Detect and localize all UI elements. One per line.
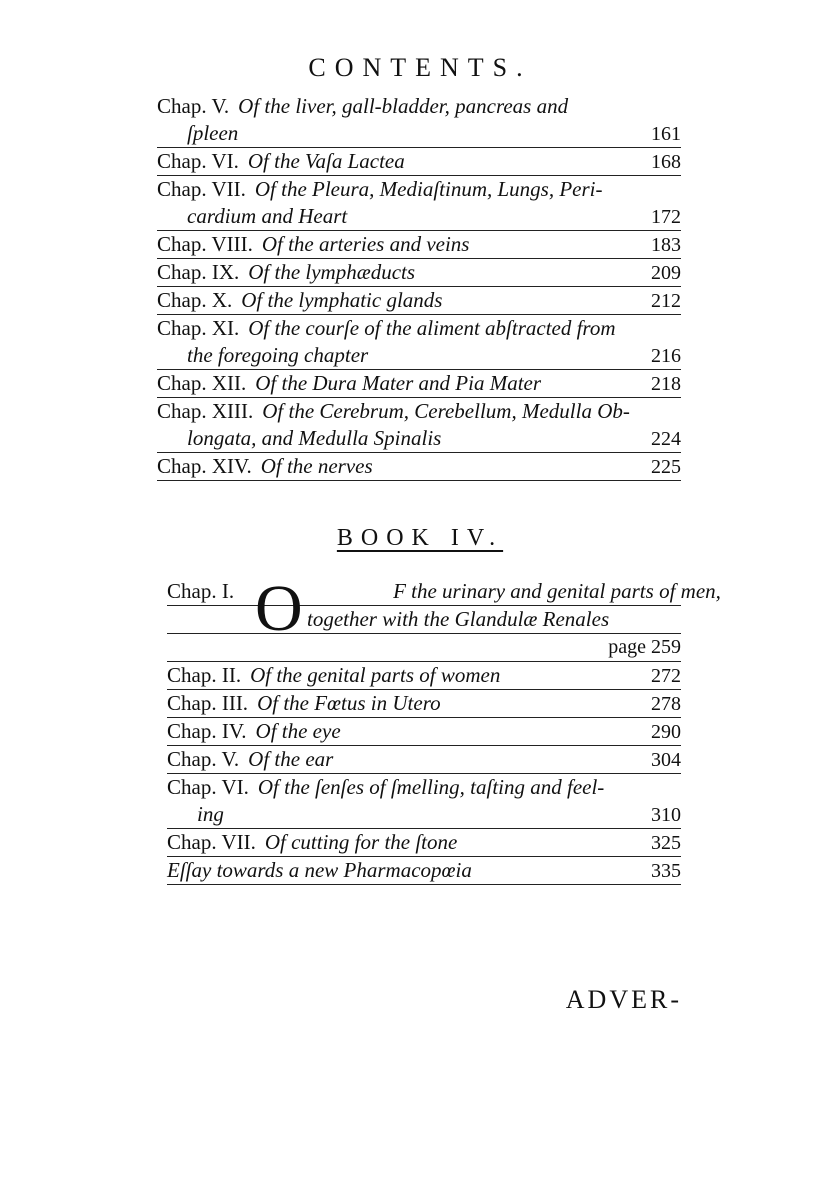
catchword: ADVER- xyxy=(565,985,682,1014)
contents-entry xyxy=(157,259,681,287)
chapter-title: Of the ear xyxy=(248,747,334,771)
contents-entry xyxy=(157,176,681,231)
chapter-title: Of the eye xyxy=(255,719,341,743)
contents-list-2 xyxy=(167,572,721,885)
contents-entry xyxy=(157,370,681,398)
chapter-title: Of the Fœtus in Utero xyxy=(257,691,441,715)
page-number: 218 xyxy=(651,373,681,395)
chapter-title: ing xyxy=(197,802,224,826)
page-number: 225 xyxy=(651,456,681,478)
contents-entry-book4-chap1 xyxy=(167,572,721,662)
chapter-title: Of the arteries and veins xyxy=(261,232,470,256)
chapter-title: Of cutting for the ſtone xyxy=(264,830,458,854)
chapter-number: Chap. III. xyxy=(167,691,249,715)
chapter-number: Chap. X. xyxy=(157,288,233,312)
chapter-title: Of the lymphæducts xyxy=(248,260,416,284)
chapter-number: Chap. IV. xyxy=(167,719,247,743)
chapter-title: Eſſay towards a new Pharmacopœia xyxy=(167,858,472,882)
page-number: 304 xyxy=(651,749,681,771)
chapter-number: Chap. V. xyxy=(167,747,240,771)
chapter-number: Chap. VI. xyxy=(157,149,239,173)
contents-entry xyxy=(157,398,681,453)
chapter-title: ſpleen xyxy=(187,121,239,145)
chapter-number: Chap. VII. xyxy=(167,830,256,854)
page-number: 172 xyxy=(651,206,681,228)
page-number: 212 xyxy=(651,290,681,312)
chapter-number: Chap. XIV. xyxy=(157,454,252,478)
drop-cap: O xyxy=(255,572,303,645)
contents-entry xyxy=(167,662,681,690)
page-number: 216 xyxy=(651,345,681,367)
page-number: page 259 xyxy=(608,636,681,658)
contents-entry xyxy=(157,287,681,315)
chapter-number: Chap. XIII. xyxy=(157,399,254,423)
contents-heading: CONTENTS. xyxy=(308,53,532,82)
page-number: 209 xyxy=(651,262,681,284)
chapter-number: Chap. I. xyxy=(167,579,235,603)
chapter-title: F the urinary and genital parts of men, xyxy=(393,579,721,603)
chapter-number: Chap. VII. xyxy=(157,177,246,201)
chapter-title: Of the lymphatic glands xyxy=(241,288,443,312)
page-number: 224 xyxy=(651,428,681,450)
chapter-title: Of the Dura Mater and Pia Mater xyxy=(255,371,542,395)
page-number: 290 xyxy=(651,721,681,743)
page-number: 325 xyxy=(651,832,681,854)
chapter-title: Of the courſe of the aliment abſtracted from xyxy=(248,316,616,340)
contents-entry xyxy=(167,718,681,746)
chapter-number: Chap. IX. xyxy=(157,260,240,284)
page-number: 310 xyxy=(651,804,681,826)
book-heading: BOOK IV. xyxy=(336,525,504,551)
chapter-number: Chap. V. xyxy=(157,94,230,118)
chapter-title: Of the Cerebrum, Cerebellum, Medulla Ob- xyxy=(262,399,630,423)
chapter-number: Chap. II. xyxy=(167,663,242,687)
chapter-title: Of the nerves xyxy=(260,454,373,478)
contents-entry xyxy=(157,93,681,148)
chapter-number: Chap. XII. xyxy=(157,371,247,395)
contents-entry xyxy=(167,829,681,857)
chapter-title: longata, and Medulla Spinalis xyxy=(187,426,442,450)
chapter-number: Chap. XI. xyxy=(157,316,240,340)
contents-entry xyxy=(167,690,681,718)
page-number: 161 xyxy=(651,123,681,145)
chapter-number: Chap. VI. xyxy=(167,775,249,799)
chapter-number: Chap. VIII. xyxy=(157,232,253,256)
contents-entry xyxy=(167,774,681,829)
contents-list-2-rest xyxy=(167,662,681,885)
contents-entry xyxy=(157,315,681,370)
chapter-title: Of the Pleura, Mediaſtinum, Lungs, Peri- xyxy=(254,177,603,201)
contents-entry xyxy=(167,746,681,774)
chapter-title: Of the liver, gall-bladder, pancreas and xyxy=(238,94,569,118)
contents-entry xyxy=(167,857,681,885)
contents-entry xyxy=(157,148,681,176)
chapter-title: Of the ſenſes of ſmelling, taſting and feel- xyxy=(257,775,605,799)
chapter-title: Of the genital parts of women xyxy=(250,663,501,687)
chapter-title: Of the Vaſa Lactea xyxy=(247,149,405,173)
contents-list-1 xyxy=(157,93,681,481)
contents-entry xyxy=(157,453,681,481)
page-number: 168 xyxy=(651,151,681,173)
contents-entry xyxy=(157,231,681,259)
page-number: 272 xyxy=(651,665,681,687)
page-number: 183 xyxy=(651,234,681,256)
chapter-title: cardium and Heart xyxy=(187,204,348,228)
chapter-title: the foregoing chapter xyxy=(187,343,369,367)
page-number: 278 xyxy=(651,693,681,715)
chapter-title-continued: together with the Glandulæ Renales xyxy=(307,607,610,631)
page-number: 335 xyxy=(651,860,681,882)
